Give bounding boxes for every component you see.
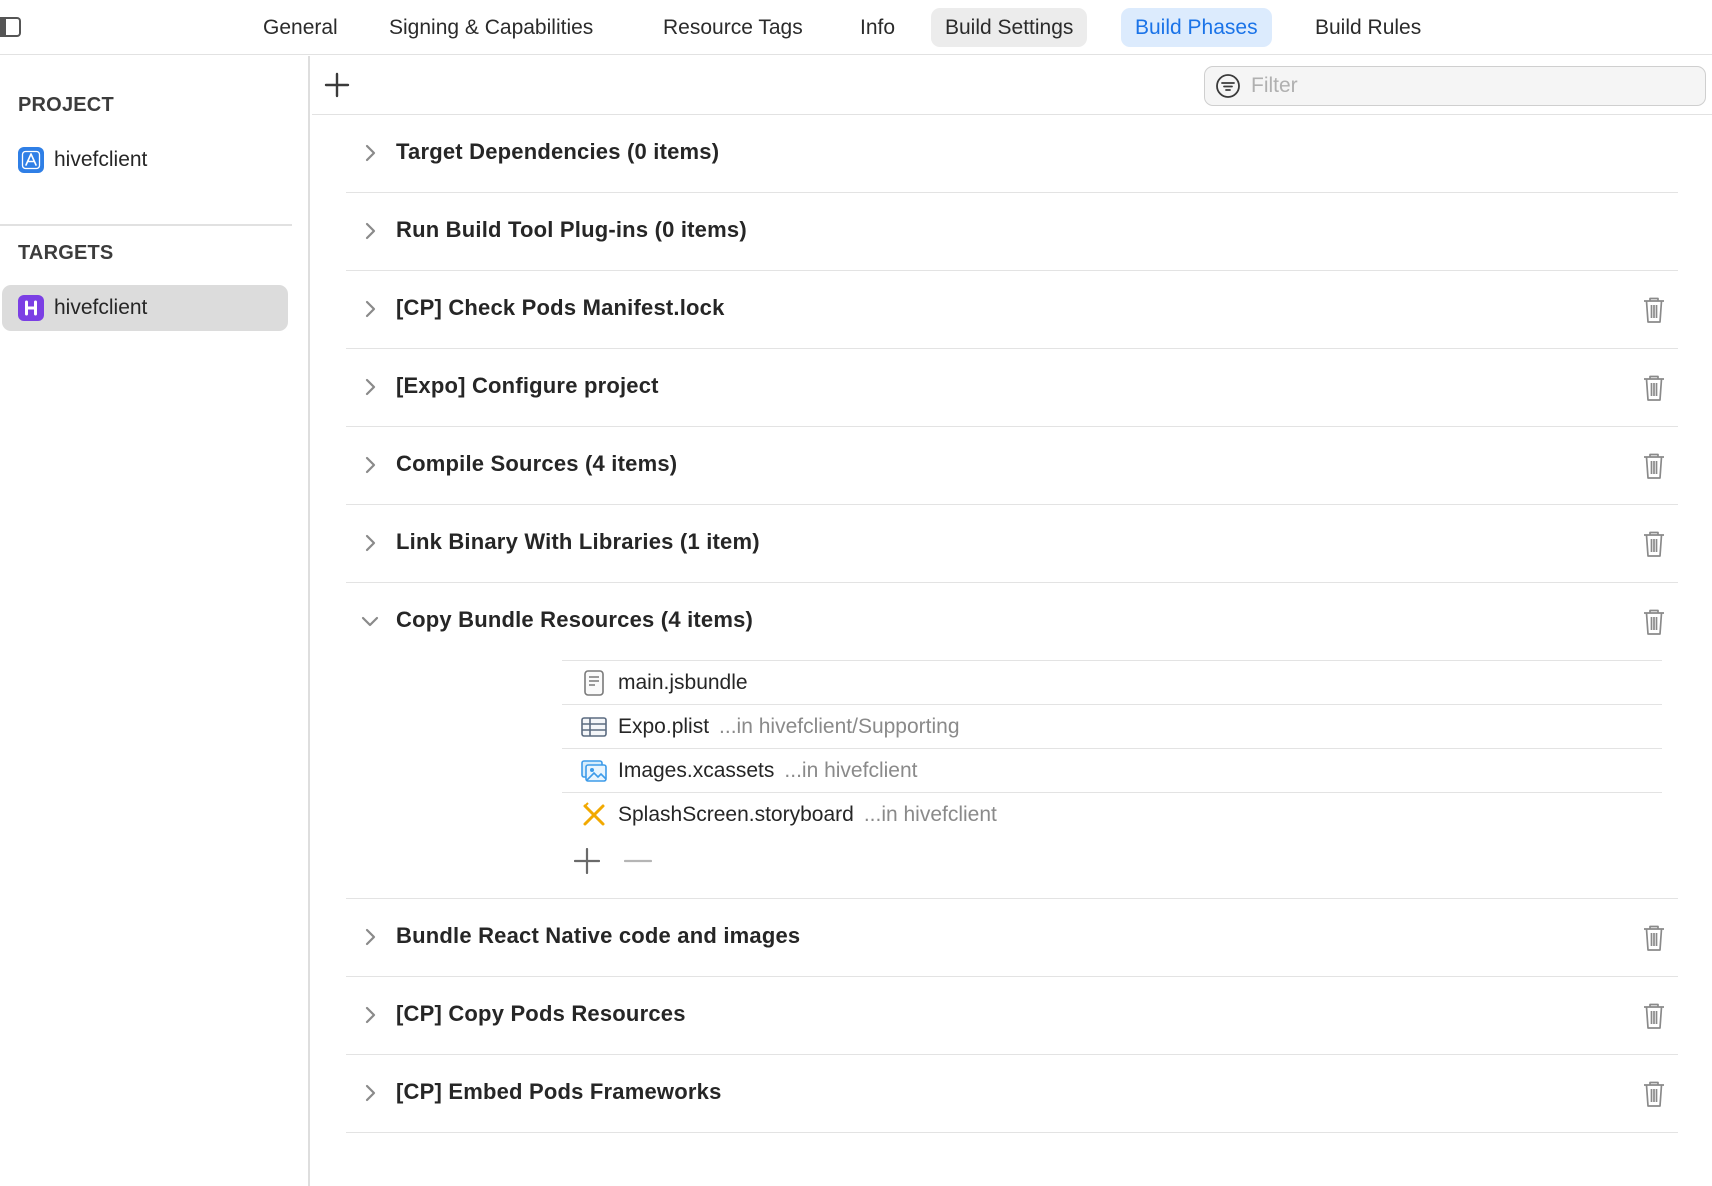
file-row[interactable] — [562, 748, 1662, 792]
file-name: main.jsbundle — [618, 670, 748, 694]
phase-header[interactable] — [346, 193, 1678, 270]
phase-copy-pods-resources — [346, 977, 1678, 1055]
chevron-right-icon[interactable] — [360, 143, 380, 163]
chevron-right-icon[interactable] — [360, 1083, 380, 1103]
trash-icon[interactable] — [1642, 608, 1666, 636]
phase-bundle-react-native — [346, 899, 1678, 977]
chevron-right-icon[interactable] — [360, 299, 380, 319]
sidebar-toggle-icon[interactable] — [0, 17, 21, 37]
plist-icon — [580, 713, 608, 741]
project-heading: PROJECT — [18, 94, 114, 116]
trash-icon[interactable] — [1642, 1080, 1666, 1108]
file-row[interactable] — [562, 792, 1662, 836]
filter-icon — [1215, 73, 1241, 99]
phase-title: Target Dependencies (0 items) — [396, 139, 720, 164]
file-name: Images.xcassets — [618, 758, 775, 782]
target-item-label: hivefclient — [54, 296, 148, 319]
phase-header[interactable] — [346, 583, 1678, 660]
phase-title: [CP] Copy Pods Resources — [396, 1001, 686, 1026]
file-row[interactable] — [562, 660, 1662, 704]
phase-title: Bundle React Native code and images — [396, 923, 801, 948]
chevron-down-icon[interactable] — [360, 611, 380, 631]
chevron-right-icon[interactable] — [360, 377, 380, 397]
tab-resource-tags[interactable]: Resource Tags — [663, 16, 803, 39]
phase-check-pods-manifest — [346, 271, 1678, 349]
file-name: SplashScreen.storyboard — [618, 802, 854, 826]
app-project-icon — [18, 147, 44, 173]
trash-icon[interactable] — [1642, 452, 1666, 480]
asset-catalog-icon — [580, 757, 608, 785]
build-phases-list — [346, 115, 1678, 1133]
chevron-right-icon[interactable] — [360, 455, 380, 475]
remove-file-icon[interactable] — [624, 848, 652, 874]
add-file-icon[interactable] — [574, 848, 600, 874]
phase-header[interactable] — [346, 115, 1678, 192]
editor-tab-bar — [0, 0, 1712, 55]
target-item-hivefclient[interactable] — [2, 285, 288, 331]
project-item-label: hivefclient — [54, 148, 148, 171]
phase-header[interactable] — [346, 977, 1678, 1054]
file-location: ...in hivefclient — [863, 802, 997, 826]
phase-header[interactable] — [346, 271, 1678, 348]
trash-icon[interactable] — [1642, 374, 1666, 402]
phase-copy-bundle-resources — [346, 583, 1678, 899]
trash-icon[interactable] — [1642, 1002, 1666, 1030]
tab-general[interactable]: General — [263, 16, 338, 39]
tab-info[interactable]: Info — [860, 16, 896, 39]
phase-title: Run Build Tool Plug-ins (0 items) — [396, 217, 747, 242]
tab-build-phases[interactable]: Build Phases — [1121, 8, 1272, 47]
phase-header[interactable] — [346, 427, 1678, 504]
project-item-hivefclient[interactable] — [2, 137, 288, 183]
trash-icon[interactable] — [1642, 924, 1666, 952]
tab-signing-capabilities[interactable]: Signing & Capabilities — [389, 16, 594, 39]
targets-heading: TARGETS — [18, 242, 114, 264]
file-name: Expo.plist — [618, 714, 710, 738]
navigator-divider — [0, 224, 292, 226]
bundle-resources-file-list — [562, 660, 1662, 898]
tab-build-settings[interactable]: Build Settings — [931, 8, 1087, 47]
phase-expo-configure-project — [346, 349, 1678, 427]
build-phases-toolbar — [312, 56, 1712, 115]
chevron-right-icon[interactable] — [360, 1005, 380, 1025]
filter-input[interactable] — [1251, 74, 1671, 98]
phase-link-binary-with-libraries — [346, 505, 1678, 583]
trash-icon[interactable] — [1642, 296, 1666, 324]
phase-target-dependencies — [346, 115, 1678, 193]
phase-title: [CP] Embed Pods Frameworks — [396, 1079, 722, 1104]
phase-title: [CP] Check Pods Manifest.lock — [396, 295, 725, 320]
tab-build-rules[interactable]: Build Rules — [1315, 16, 1422, 39]
chevron-right-icon[interactable] — [360, 927, 380, 947]
phase-header[interactable] — [346, 505, 1678, 582]
file-location: ...in hivefclient/Supporting — [719, 714, 960, 738]
phase-header[interactable] — [346, 349, 1678, 426]
phase-compile-sources — [346, 427, 1678, 505]
phase-run-build-tool-plugins — [346, 193, 1678, 271]
phase-title: [Expo] Configure project — [396, 373, 659, 398]
file-row[interactable] — [562, 704, 1662, 748]
file-list-controls — [562, 836, 1662, 898]
project-target-navigator — [0, 56, 310, 1186]
phase-header[interactable] — [346, 899, 1678, 976]
chevron-right-icon[interactable] — [360, 221, 380, 241]
document-icon — [580, 669, 608, 697]
storyboard-icon — [580, 801, 608, 829]
phase-title: Link Binary With Libraries (1 item) — [396, 529, 760, 554]
phase-embed-pods-frameworks — [346, 1055, 1678, 1133]
filter-field[interactable] — [1204, 66, 1706, 106]
target-h-icon — [18, 295, 44, 321]
add-build-phase-icon[interactable] — [324, 72, 350, 98]
chevron-right-icon[interactable] — [360, 533, 380, 553]
trash-icon[interactable] — [1642, 530, 1666, 558]
phase-title: Copy Bundle Resources (4 items) — [396, 607, 754, 632]
phase-header[interactable] — [346, 1055, 1678, 1132]
phase-title: Compile Sources (4 items) — [396, 451, 678, 476]
file-location: ...in hivefclient — [784, 758, 918, 782]
